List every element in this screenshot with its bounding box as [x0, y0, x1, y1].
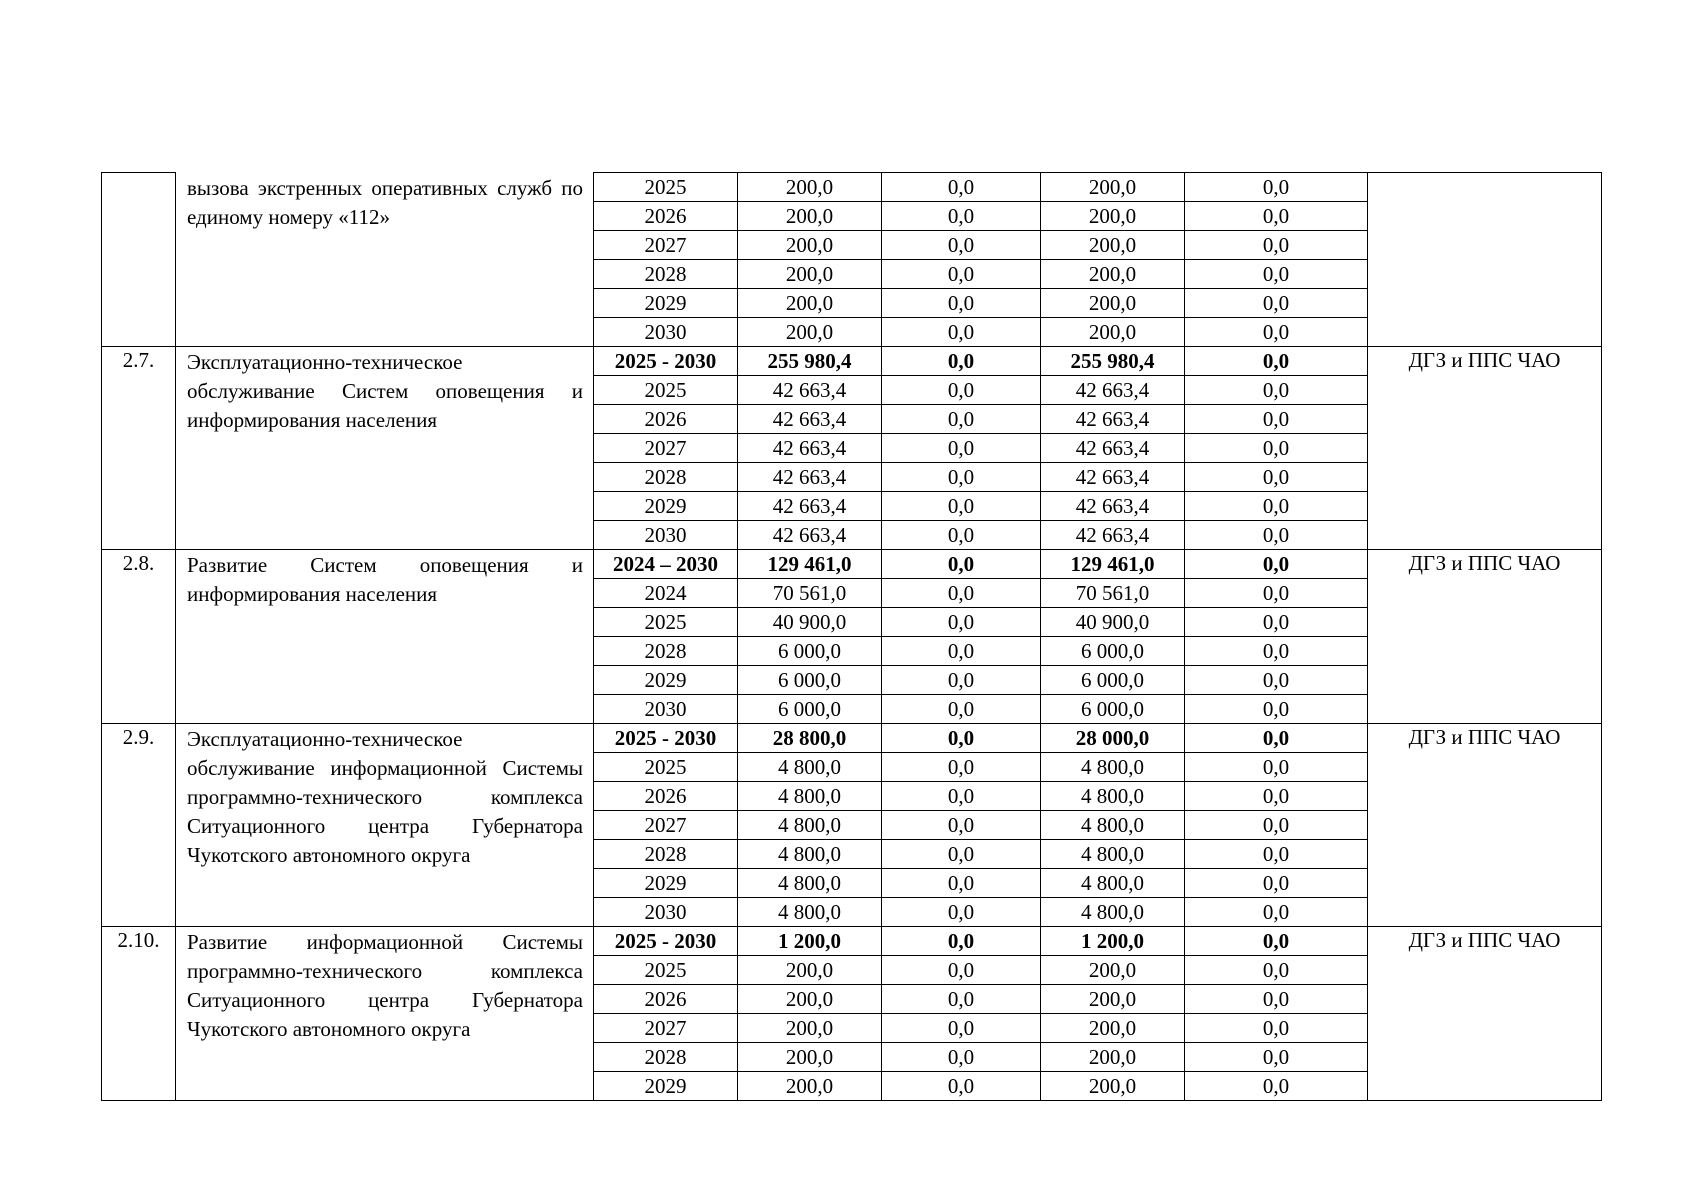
source-2-cell: 4 800,0	[1041, 840, 1185, 869]
source-3-cell: 0,0	[1185, 724, 1368, 753]
source-3-cell: 0,0	[1185, 347, 1368, 376]
table-total-row	[102, 724, 1602, 753]
table-body	[102, 173, 1602, 1101]
period-cell: 2028	[594, 1043, 738, 1072]
source-1-cell: 0,0	[882, 1072, 1041, 1101]
total-cell: 70 561,0	[738, 579, 882, 608]
source-2-cell: 200,0	[1041, 985, 1185, 1014]
period-cell: 2029	[594, 869, 738, 898]
source-2-cell: 42 663,4	[1041, 376, 1185, 405]
total-cell: 42 663,4	[738, 376, 882, 405]
total-cell: 42 663,4	[738, 434, 882, 463]
source-1-cell: 0,0	[882, 608, 1041, 637]
financing-table	[101, 172, 1602, 1101]
executor-cell: ДГЗ и ППС ЧАО	[1368, 347, 1602, 550]
source-3-cell: 0,0	[1185, 1043, 1368, 1072]
source-2-cell: 200,0	[1041, 318, 1185, 347]
period-cell: 2029	[594, 492, 738, 521]
source-3-cell: 0,0	[1185, 753, 1368, 782]
executor-cell: ДГЗ и ППС ЧАО	[1368, 550, 1602, 724]
source-1-cell: 0,0	[882, 289, 1041, 318]
total-cell: 200,0	[738, 1072, 882, 1101]
source-1-cell: 0,0	[882, 985, 1041, 1014]
source-1-cell: 0,0	[882, 753, 1041, 782]
period-cell: 2025	[594, 956, 738, 985]
executor-cell: ДГЗ и ППС ЧАО	[1368, 724, 1602, 927]
item-description: Развитие информационной Системы программно-технического комплекса Ситуационного центра Губернатора Чукотского автономного округа	[176, 927, 594, 1101]
executor-cell: ДГЗ и ППС ЧАО	[1368, 927, 1602, 1101]
source-1-cell: 0,0	[882, 1043, 1041, 1072]
total-cell: 200,0	[738, 202, 882, 231]
total-cell: 28 800,0	[738, 724, 882, 753]
period-cell: 2026	[594, 405, 738, 434]
period-cell: 2029	[594, 289, 738, 318]
source-3-cell: 0,0	[1185, 434, 1368, 463]
item-description: Эксплуатационно-техническое обслуживание Систем оповещения и информирования населения	[176, 347, 594, 550]
total-cell: 200,0	[738, 289, 882, 318]
source-2-cell: 40 900,0	[1041, 608, 1185, 637]
period-cell: 2028	[594, 463, 738, 492]
source-1-cell: 0,0	[882, 550, 1041, 579]
total-cell: 4 800,0	[738, 782, 882, 811]
source-3-cell: 0,0	[1185, 260, 1368, 289]
source-2-cell: 200,0	[1041, 956, 1185, 985]
period-cell: 2025	[594, 376, 738, 405]
item-description: Эксплуатационно-техническое обслуживание информационной Системы программно-технического комплекса Ситуационного центра Губернатора Чукотского автономного округа	[176, 724, 594, 927]
period-cell: 2030	[594, 898, 738, 927]
source-3-cell: 0,0	[1185, 1014, 1368, 1043]
source-3-cell: 0,0	[1185, 202, 1368, 231]
source-1-cell: 0,0	[882, 492, 1041, 521]
period-cell: 2025 - 2030	[594, 927, 738, 956]
total-cell: 200,0	[738, 260, 882, 289]
source-3-cell: 0,0	[1185, 492, 1368, 521]
period-cell: 2026	[594, 985, 738, 1014]
source-1-cell: 0,0	[882, 347, 1041, 376]
total-cell: 4 800,0	[738, 840, 882, 869]
period-cell: 2024 – 2030	[594, 550, 738, 579]
table-total-row	[102, 347, 1602, 376]
period-cell: 2027	[594, 1014, 738, 1043]
source-1-cell: 0,0	[882, 927, 1041, 956]
period-cell: 2025	[594, 608, 738, 637]
source-3-cell: 0,0	[1185, 550, 1368, 579]
source-2-cell: 42 663,4	[1041, 492, 1185, 521]
period-cell: 2030	[594, 318, 738, 347]
source-2-cell: 6 000,0	[1041, 637, 1185, 666]
total-cell: 255 980,4	[738, 347, 882, 376]
period-cell: 2028	[594, 637, 738, 666]
period-cell: 2025 - 2030	[594, 347, 738, 376]
source-2-cell: 4 800,0	[1041, 869, 1185, 898]
total-cell: 42 663,4	[738, 492, 882, 521]
item-description: Развитие Систем оповещения и информирования населения	[176, 550, 594, 724]
total-cell: 6 000,0	[738, 695, 882, 724]
source-2-cell: 200,0	[1041, 260, 1185, 289]
source-1-cell: 0,0	[882, 260, 1041, 289]
period-cell: 2029	[594, 1072, 738, 1101]
total-cell: 200,0	[738, 956, 882, 985]
source-1-cell: 0,0	[882, 782, 1041, 811]
source-3-cell: 0,0	[1185, 521, 1368, 550]
period-cell: 2024	[594, 579, 738, 608]
source-3-cell: 0,0	[1185, 869, 1368, 898]
item-number: 2.8.	[102, 550, 176, 724]
source-2-cell: 42 663,4	[1041, 405, 1185, 434]
total-cell: 40 900,0	[738, 608, 882, 637]
period-cell: 2028	[594, 840, 738, 869]
source-3-cell: 0,0	[1185, 1072, 1368, 1101]
period-cell: 2025 - 2030	[594, 724, 738, 753]
source-2-cell: 70 561,0	[1041, 579, 1185, 608]
source-2-cell: 200,0	[1041, 289, 1185, 318]
source-3-cell: 0,0	[1185, 608, 1368, 637]
period-cell: 2025	[594, 753, 738, 782]
total-cell: 1 200,0	[738, 927, 882, 956]
source-1-cell: 0,0	[882, 173, 1041, 202]
item-number	[102, 173, 176, 347]
total-cell: 42 663,4	[738, 463, 882, 492]
source-1-cell: 0,0	[882, 521, 1041, 550]
source-2-cell: 42 663,4	[1041, 463, 1185, 492]
source-2-cell: 6 000,0	[1041, 666, 1185, 695]
source-2-cell: 6 000,0	[1041, 695, 1185, 724]
source-1-cell: 0,0	[882, 840, 1041, 869]
source-2-cell: 255 980,4	[1041, 347, 1185, 376]
source-3-cell: 0,0	[1185, 289, 1368, 318]
total-cell: 200,0	[738, 318, 882, 347]
source-1-cell: 0,0	[882, 724, 1041, 753]
source-3-cell: 0,0	[1185, 173, 1368, 202]
source-3-cell: 0,0	[1185, 318, 1368, 347]
source-1-cell: 0,0	[882, 434, 1041, 463]
executor-cell	[1368, 173, 1602, 347]
source-2-cell: 200,0	[1041, 1072, 1185, 1101]
source-2-cell: 200,0	[1041, 231, 1185, 260]
period-cell: 2030	[594, 521, 738, 550]
source-1-cell: 0,0	[882, 318, 1041, 347]
item-description: вызова экстренных оперативных служб по единому номеру «112»	[176, 173, 594, 347]
source-2-cell: 4 800,0	[1041, 898, 1185, 927]
total-cell: 4 800,0	[738, 753, 882, 782]
source-3-cell: 0,0	[1185, 898, 1368, 927]
source-1-cell: 0,0	[882, 231, 1041, 260]
source-2-cell: 129 461,0	[1041, 550, 1185, 579]
source-2-cell: 1 200,0	[1041, 927, 1185, 956]
source-3-cell: 0,0	[1185, 840, 1368, 869]
table-total-row	[102, 550, 1602, 579]
total-cell: 200,0	[738, 1043, 882, 1072]
period-cell: 2026	[594, 202, 738, 231]
source-3-cell: 0,0	[1185, 231, 1368, 260]
source-1-cell: 0,0	[882, 463, 1041, 492]
source-3-cell: 0,0	[1185, 637, 1368, 666]
source-3-cell: 0,0	[1185, 463, 1368, 492]
source-3-cell: 0,0	[1185, 666, 1368, 695]
source-1-cell: 0,0	[882, 1014, 1041, 1043]
source-2-cell: 42 663,4	[1041, 434, 1185, 463]
source-1-cell: 0,0	[882, 405, 1041, 434]
source-2-cell: 200,0	[1041, 173, 1185, 202]
source-3-cell: 0,0	[1185, 956, 1368, 985]
source-1-cell: 0,0	[882, 666, 1041, 695]
period-cell: 2027	[594, 811, 738, 840]
total-cell: 200,0	[738, 985, 882, 1014]
source-1-cell: 0,0	[882, 637, 1041, 666]
total-cell: 4 800,0	[738, 811, 882, 840]
source-1-cell: 0,0	[882, 376, 1041, 405]
item-number: 2.10.	[102, 927, 176, 1101]
total-cell: 200,0	[738, 231, 882, 260]
source-1-cell: 0,0	[882, 811, 1041, 840]
source-2-cell: 200,0	[1041, 1043, 1185, 1072]
source-1-cell: 0,0	[882, 579, 1041, 608]
source-1-cell: 0,0	[882, 898, 1041, 927]
source-1-cell: 0,0	[882, 956, 1041, 985]
source-3-cell: 0,0	[1185, 405, 1368, 434]
period-cell: 2030	[594, 695, 738, 724]
source-3-cell: 0,0	[1185, 579, 1368, 608]
total-cell: 42 663,4	[738, 521, 882, 550]
source-2-cell: 42 663,4	[1041, 521, 1185, 550]
period-cell: 2029	[594, 666, 738, 695]
source-2-cell: 4 800,0	[1041, 782, 1185, 811]
total-cell: 6 000,0	[738, 666, 882, 695]
source-2-cell: 28 000,0	[1041, 724, 1185, 753]
total-cell: 200,0	[738, 1014, 882, 1043]
total-cell: 129 461,0	[738, 550, 882, 579]
period-cell: 2027	[594, 434, 738, 463]
source-2-cell: 200,0	[1041, 202, 1185, 231]
table-total-row	[102, 927, 1602, 956]
item-number: 2.7.	[102, 347, 176, 550]
source-2-cell: 200,0	[1041, 1014, 1185, 1043]
source-3-cell: 0,0	[1185, 811, 1368, 840]
total-cell: 6 000,0	[738, 637, 882, 666]
source-3-cell: 0,0	[1185, 376, 1368, 405]
period-cell: 2026	[594, 782, 738, 811]
table-row	[102, 173, 1602, 202]
source-3-cell: 0,0	[1185, 695, 1368, 724]
period-cell: 2028	[594, 260, 738, 289]
total-cell: 200,0	[738, 173, 882, 202]
source-3-cell: 0,0	[1185, 782, 1368, 811]
total-cell: 4 800,0	[738, 869, 882, 898]
total-cell: 42 663,4	[738, 405, 882, 434]
source-3-cell: 0,0	[1185, 985, 1368, 1014]
period-cell: 2027	[594, 231, 738, 260]
source-3-cell: 0,0	[1185, 927, 1368, 956]
source-1-cell: 0,0	[882, 869, 1041, 898]
period-cell: 2025	[594, 173, 738, 202]
total-cell: 4 800,0	[738, 898, 882, 927]
source-2-cell: 4 800,0	[1041, 753, 1185, 782]
source-1-cell: 0,0	[882, 695, 1041, 724]
source-1-cell: 0,0	[882, 202, 1041, 231]
source-2-cell: 4 800,0	[1041, 811, 1185, 840]
item-number: 2.9.	[102, 724, 176, 927]
